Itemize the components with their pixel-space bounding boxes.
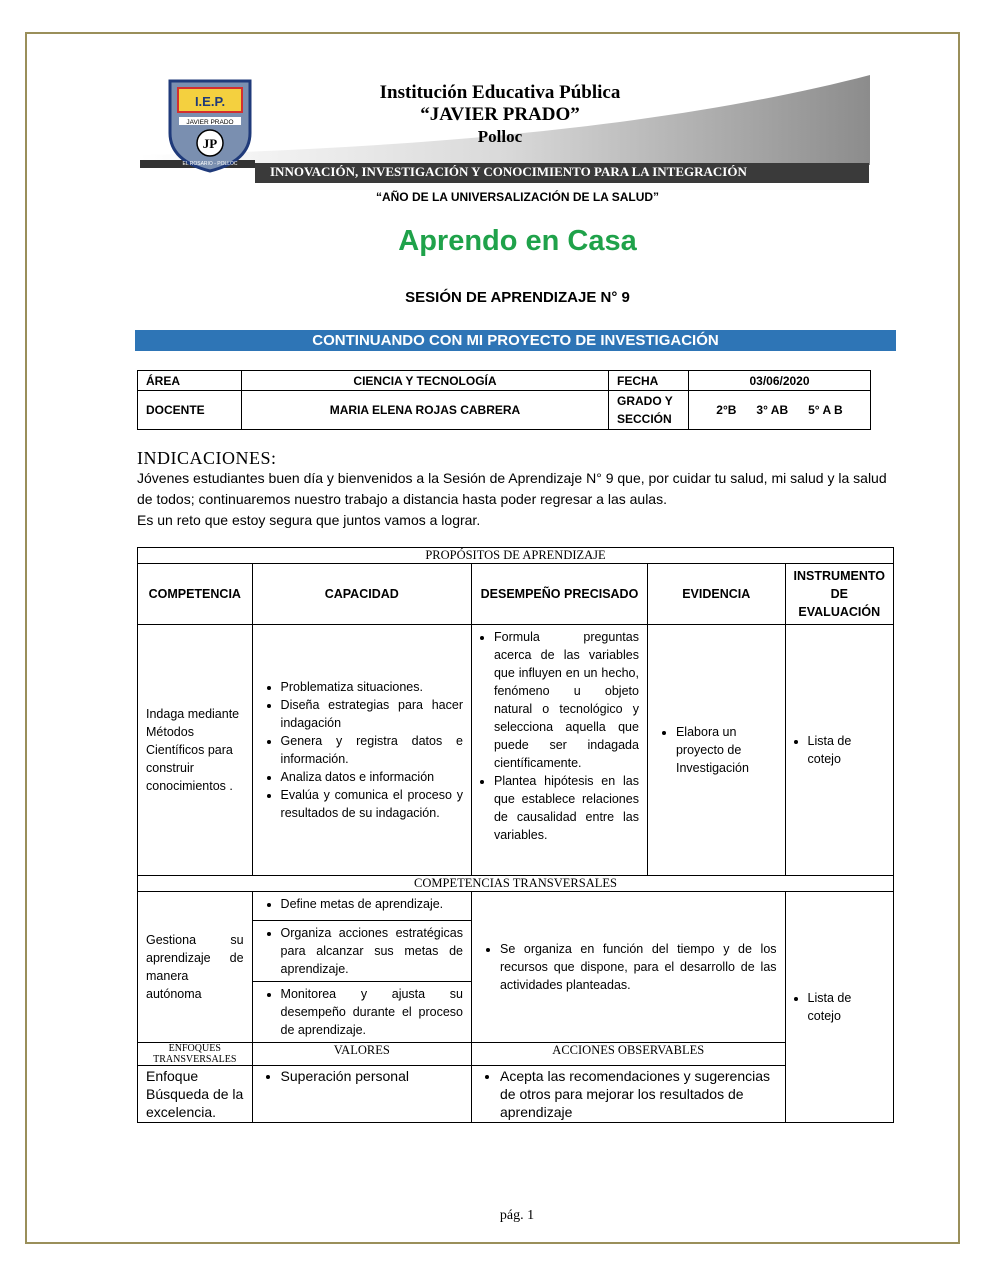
institution-name: Institución Educativa Pública	[379, 82, 621, 103]
header-evidencia: EVIDENCIA	[647, 564, 785, 625]
instrumento-item: • Lista de cotejo	[808, 732, 885, 768]
info-table	[137, 370, 871, 430]
transversales-header: COMPETENCIAS TRANSVERSALES	[138, 876, 894, 892]
competencia-transversal-cell: Gestiona su aprendizaje de manera autónoma	[138, 892, 253, 1043]
school-logo	[165, 73, 255, 173]
fecha-value: 03/06/2020	[689, 371, 871, 391]
indicaciones-closing: Es un reto que estoy segura que juntos vamos a lograr.	[137, 512, 481, 528]
desempeno-cell	[471, 625, 647, 876]
docente-label: DOCENTE	[138, 391, 242, 430]
learning-purposes-table	[137, 547, 894, 1123]
session-title: SESIÓN DE APRENDIZAJE N° 9	[405, 289, 630, 306]
capacidad-item: • Analiza datos e información	[281, 768, 463, 786]
svg-text:I.E.P.: I.E.P.	[194, 94, 226, 109]
valores-header: VALORES	[252, 1043, 471, 1066]
docente-value: MARIA ELENA ROJAS CABRERA	[242, 391, 609, 430]
desempeno-t-cell	[471, 892, 785, 1043]
enfoques-header: ENFOQUES TRANSVERSALES	[138, 1043, 253, 1066]
capacidad-item: • Problematiza situaciones.	[281, 678, 463, 696]
capacidad-item: • Genera y registra datos e información.	[281, 732, 463, 768]
evidencia-cell	[647, 625, 785, 876]
capacidad-cell	[252, 625, 471, 876]
enfoque-cell: Enfoque Búsqueda de la excelencia.	[138, 1066, 253, 1123]
indicaciones-text	[137, 468, 897, 531]
school-name: “JAVIER PRADO”	[420, 104, 580, 125]
accion-cell	[471, 1066, 785, 1123]
capacidad-t-cell	[252, 892, 471, 921]
desempeno-t-item: • Se organiza en función del tiempo y de los recursos que dispone, para el desarrollo de las actividades planteadas.	[500, 940, 777, 994]
propositos-header: PROPÓSITOS DE APRENDIZAJE	[138, 548, 894, 564]
valor-cell	[252, 1066, 471, 1123]
desempeno-item: • Plantea hipótesis en las que establece relaciones de causalidad entre las variables.	[494, 772, 639, 844]
area-label: ÁREA	[138, 371, 242, 391]
capacidad-t-cell	[252, 982, 471, 1043]
header-desempeno: DESEMPEÑO PRECISADO	[471, 564, 647, 625]
instrumento-t-item: • Lista de cotejo	[808, 989, 885, 1025]
capacidad-t-item: • Define metas de aprendizaje.	[281, 895, 463, 913]
grado-label: GRADO Y SECCIÓN	[609, 391, 689, 430]
capacidad-t-item: • Monitorea y ajusta su desempeño durante el proceso de aprendizaje.	[281, 985, 463, 1039]
svg-text:EL ROSARIO - POLLOC: EL ROSARIO - POLLOC	[182, 161, 238, 167]
school-location: Polloc	[477, 127, 523, 146]
indicaciones-title: INDICACIONES:	[137, 448, 277, 468]
year-name: “AÑO DE LA UNIVERSALIZACIÓN DE LA SALUD”	[375, 190, 660, 204]
capacidad-t-cell	[252, 921, 471, 982]
capacidad-item: • Evalúa y comunica el proceso y resultados de su indagación.	[281, 786, 463, 822]
desempeno-item: • Formula preguntas acerca de las variables que influyen en un hecho, fenómeno u objeto natural o tecnológico y selecciona aquella que puede ser indagada científicamente.	[494, 628, 639, 772]
evidencia-item: • Elabora un proyecto de Investigación	[676, 723, 777, 777]
accion-item: • Acepta las recomendaciones y sugerencias de otros para mejorar los resultados de aprendizaje	[500, 1067, 777, 1121]
instrumento-cell	[785, 625, 893, 876]
motto-text: INNOVACIÓN, INVESTIGACIÓN Y CONOCIMIENTO PARA LA INTEGRACIÓN	[270, 164, 747, 179]
header-competencia: COMPETENCIA	[138, 564, 253, 625]
capacidad-t-item: • Organiza acciones estratégicas para alcanzar sus metas de aprendizaje.	[281, 924, 463, 978]
svg-text:JAVIER PRADO: JAVIER PRADO	[186, 119, 234, 126]
page-title: Aprendo en Casa	[398, 225, 637, 257]
valor-item: • Superación personal	[281, 1067, 463, 1085]
svg-text:JP: JP	[202, 136, 218, 151]
instrumento-t-cell	[785, 892, 893, 1123]
competencia-cell: Indaga mediante Métodos Científicos para construir conocimientos .	[138, 625, 253, 876]
area-value: CIENCIA Y TECNOLOGÍA	[242, 371, 609, 391]
capacidad-item: • Diseña estrategias para hacer indagación	[281, 696, 463, 732]
header-instrumento: INSTRUMENTO DE EVALUACIÓN	[785, 564, 893, 625]
project-banner: CONTINUANDO CON MI PROYECTO DE INVESTIGACIÓN	[135, 330, 896, 351]
grado-value: 2°B 3° AB 5° A B	[689, 391, 871, 430]
indicaciones-paragraph: Jóvenes estudiantes buen día y bienvenidos a la Sesión de Aprendizaje N° 9 que, por cuidar tu salud, mi salud y la salud de todos; continuaremos nuestro trabajo a distancia hasta poder regresar a las aulas.	[137, 470, 887, 507]
page-number: pág. 1	[499, 1208, 535, 1223]
header-capacidad: CAPACIDAD	[252, 564, 471, 625]
fecha-label: FECHA	[609, 371, 689, 391]
acciones-header: ACCIONES OBSERVABLES	[471, 1043, 785, 1066]
